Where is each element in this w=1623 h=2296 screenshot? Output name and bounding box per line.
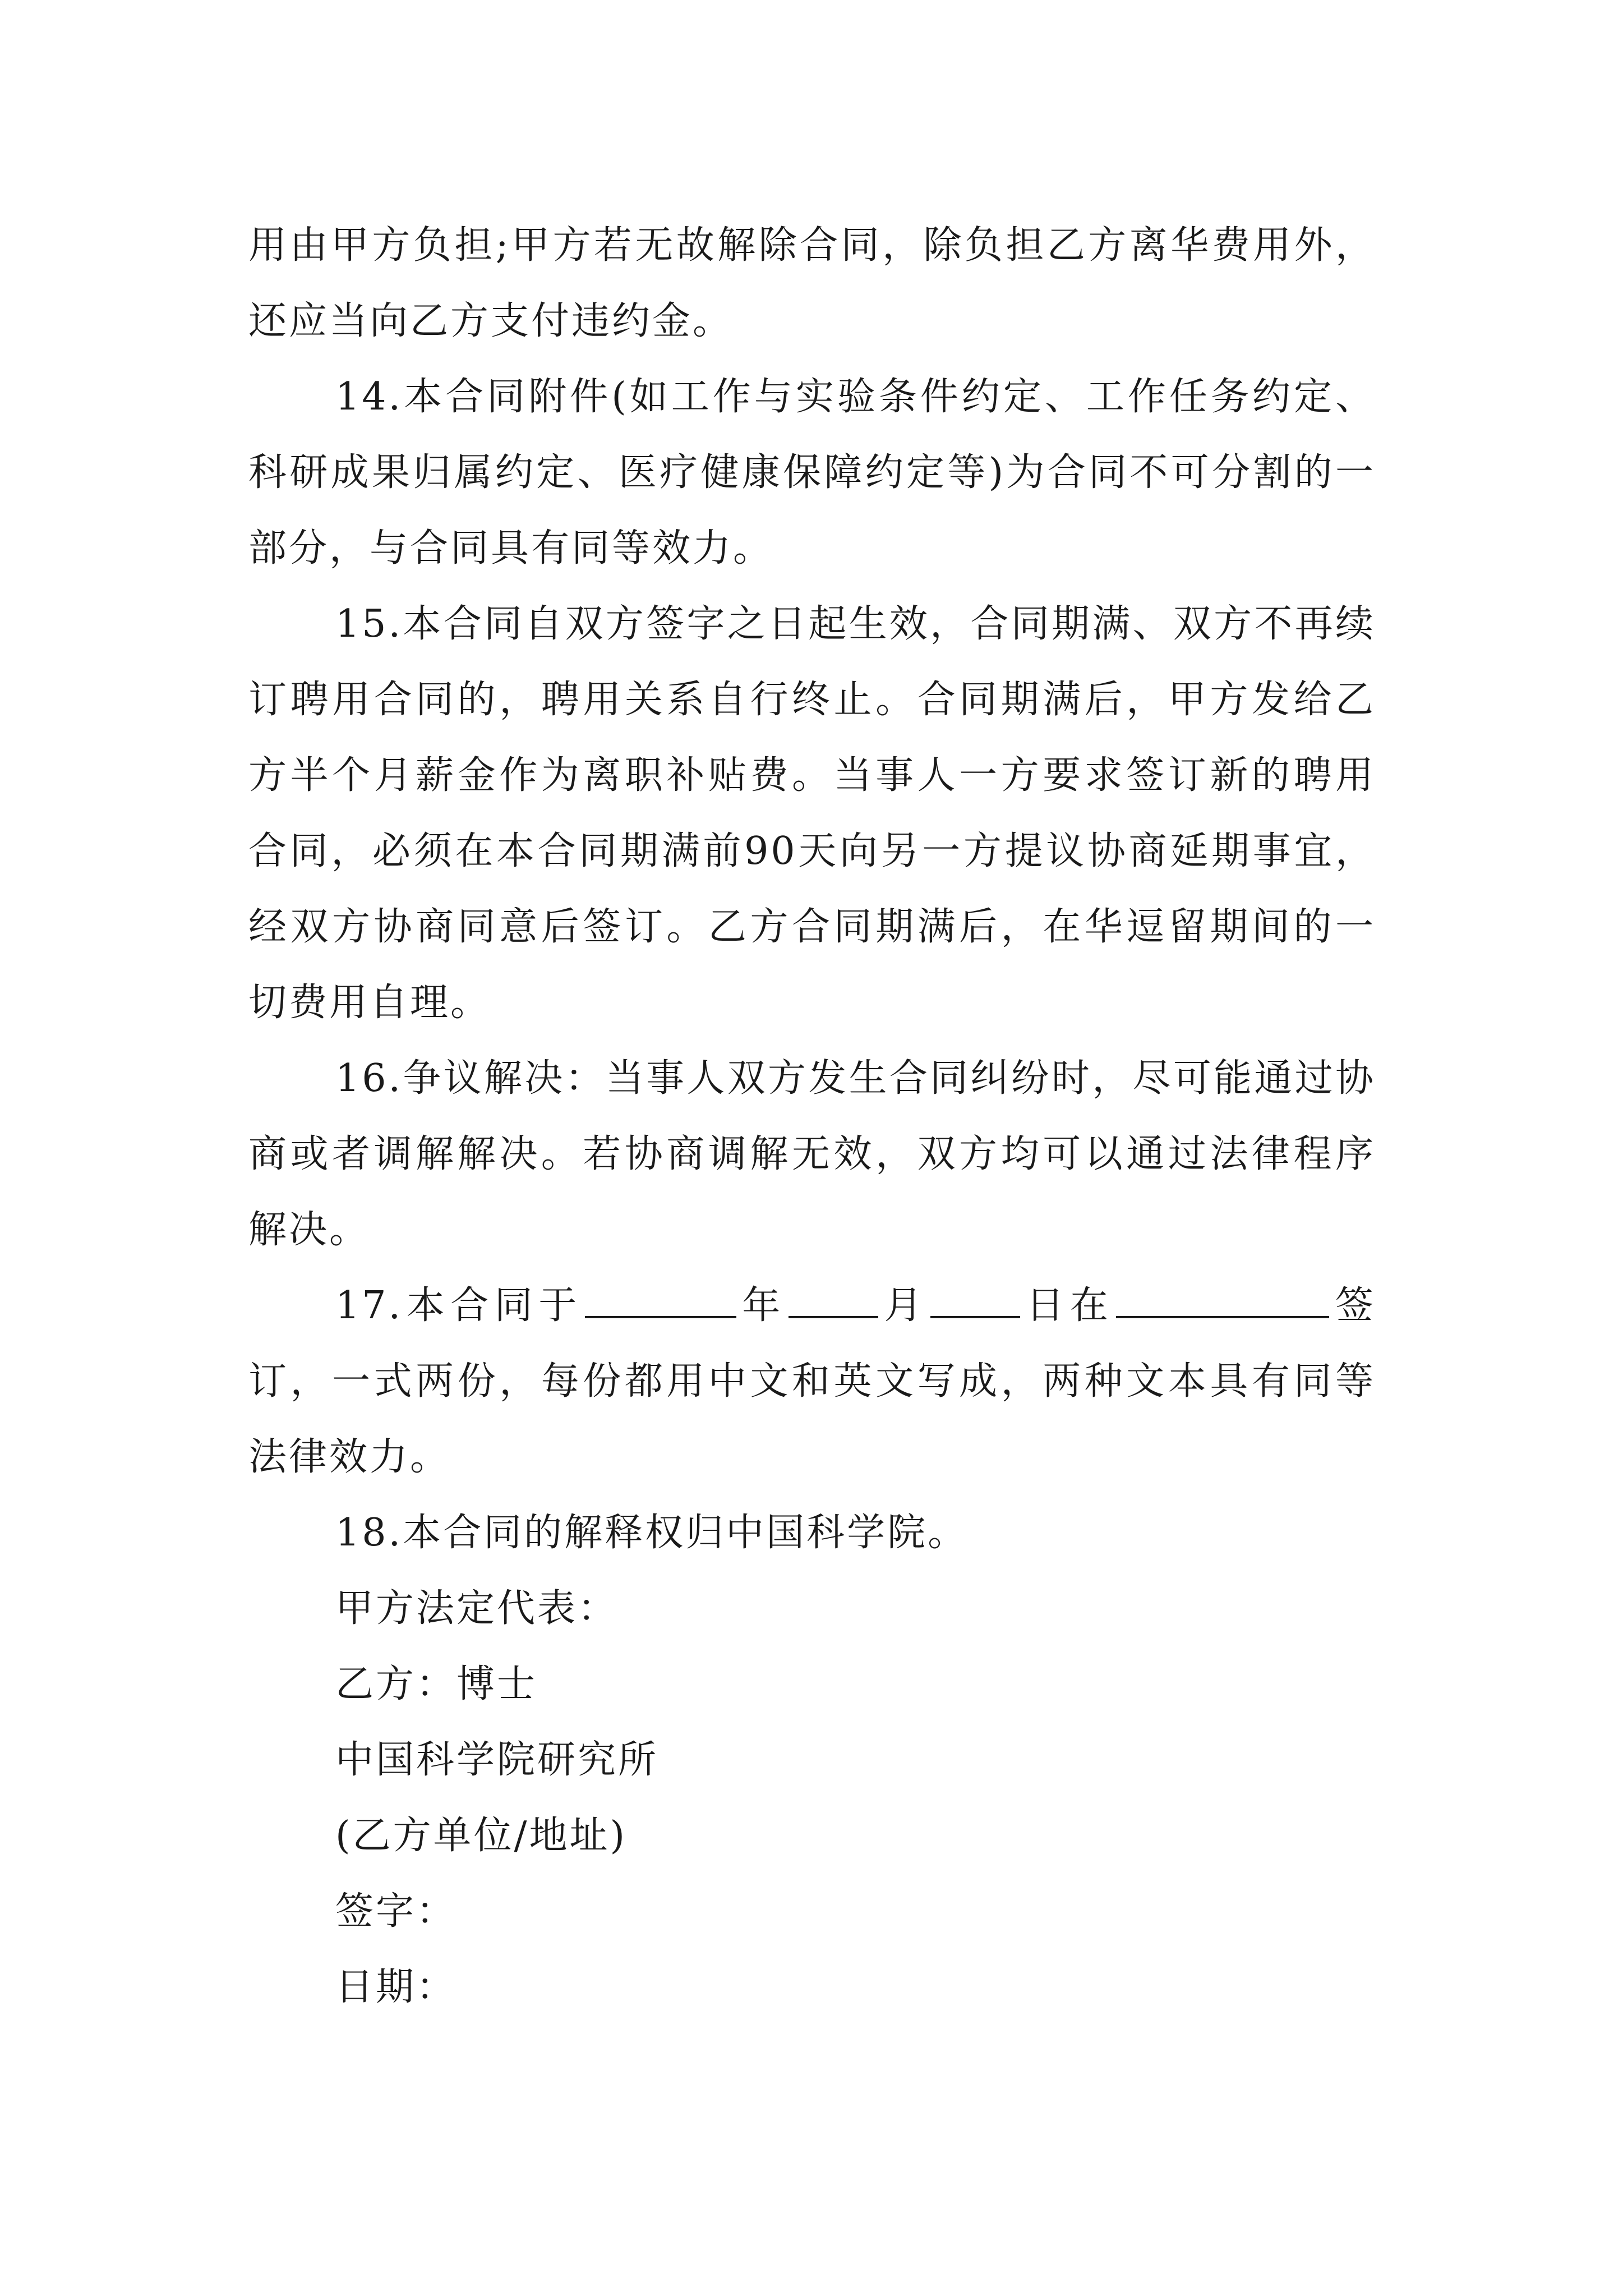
year-label: 年: [738, 1283, 786, 1328]
clause-17: [248, 1268, 1376, 1495]
signature-line: 签字：: [335, 1889, 457, 1934]
month-blank: [789, 1282, 878, 1318]
year-blank: [585, 1282, 736, 1318]
contract-body: [248, 208, 1376, 2025]
clause-15: 15.本合同自双方签字之日起生效，合同期满、双方不再续订聘用合同的，聘用关系自行终止。合同期满后，甲方发给乙方半个月薪金作为离职补贴费。当事人一方要求签订新的聘用合同，必须在本合同期满前90天向另一方提议协商延期事宜，经双方协商同意后签订。乙方合同期满后，在华逗留期间的一切费用自理。: [248, 602, 1376, 1025]
clause-13-continuation: 用由甲方负担;甲方若无故解除合同，除负担乙方离华费用外，还应当向乙方支付违约金。: [248, 223, 1376, 343]
day-blank: [930, 1282, 1020, 1318]
clause-16: 16.争议解决：当事人双方发生合同纠纷时，尽可能通过协商或者调解解决。若协商调解无效，双方均可以通过法律程序解决。: [248, 1056, 1376, 1252]
institute-name: 中国科学院研究所: [335, 1738, 659, 1782]
signature-block: [248, 1571, 1376, 2025]
place-blank: [1116, 1282, 1329, 1318]
party-b-address: (乙方单位/地址): [335, 1814, 627, 1858]
day-label: 日在: [1022, 1283, 1114, 1328]
party-a-representative: 甲方法定代表：: [335, 1586, 619, 1631]
clause-18: 18.本合同的解释权归中国科学院。: [335, 1511, 969, 1555]
date-line: 日期：: [335, 1965, 457, 2009]
clause-14: 14.本合同附件(如工作与实验条件约定、工作任务约定、科研成果归属约定、医疗健康保障约定等)为合同不可分割的一部分，与合同具有同等效力。: [248, 375, 1376, 570]
clause-17-suffix: 签订，一式两份，每份都用中文和英文写成，两种文本具有同等法律效力。: [248, 1283, 1376, 1479]
month-label: 月: [880, 1283, 928, 1328]
party-b: 乙方：博士: [335, 1662, 538, 1706]
clause-17-prefix: 17.本合同于: [335, 1283, 583, 1328]
